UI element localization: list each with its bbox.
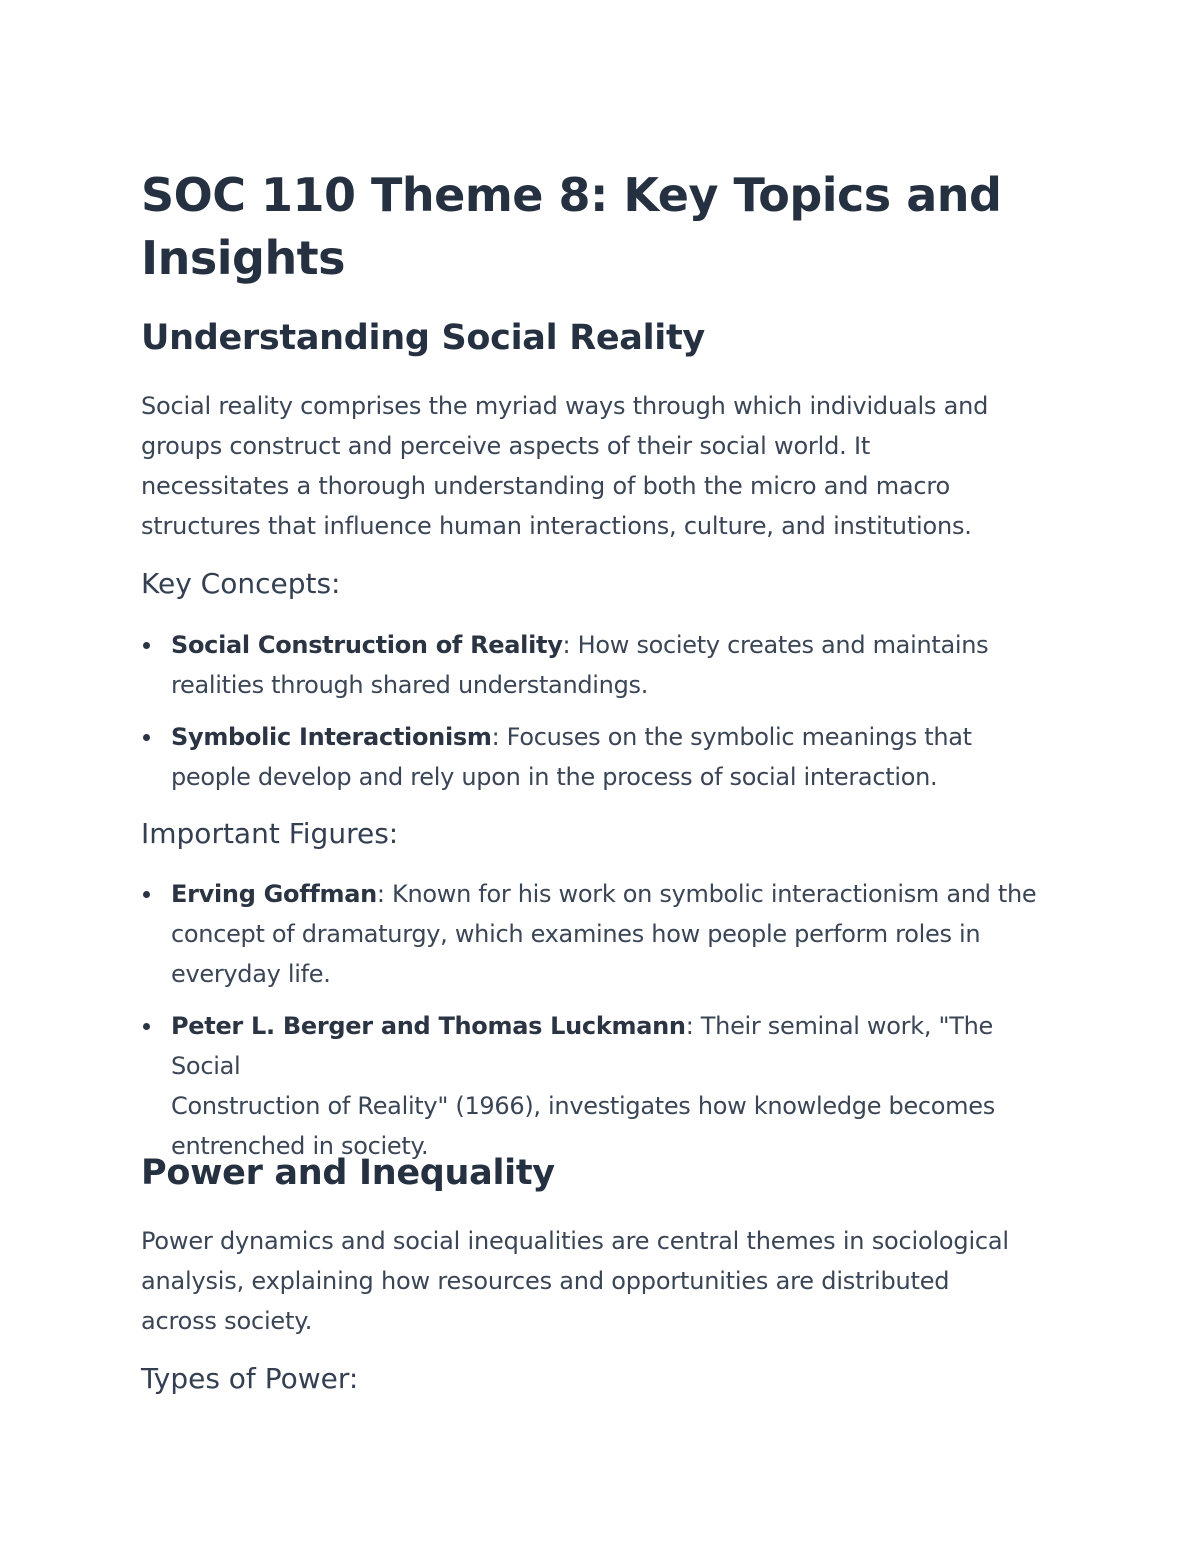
figure-description-line: concept of dramaturgy, which examines how people perform roles in <box>171 920 981 948</box>
subheading-important-figures: Important Figures: <box>141 817 399 850</box>
concept-description-line: : How society creates and maintains <box>562 631 989 659</box>
concept-description-line: : Focuses on the symbolic meanings that <box>491 723 972 751</box>
key-concepts-list <box>141 625 1061 809</box>
bullet-icon <box>143 1023 150 1030</box>
social-reality-paragraph <box>141 386 1041 546</box>
important-figures-list <box>141 874 1061 1178</box>
paragraph-line: groups construct and perceive aspects of their social world. It <box>141 432 871 460</box>
figure-description-line: : Their seminal work, "The Social <box>171 1012 993 1080</box>
document-title <box>141 164 1041 290</box>
figure-description-line: everyday life. <box>171 960 331 988</box>
figure-description-line: entrenched in society. <box>171 1132 429 1160</box>
section-heading-power-inequality: Power and Inequality <box>141 1153 555 1193</box>
document-title-line-2: Insights <box>141 231 346 285</box>
list-item <box>141 717 1061 797</box>
figure-name: Erving Goffman <box>171 880 377 908</box>
figure-name: Peter L. Berger and Thomas Luckmann <box>171 1012 686 1040</box>
paragraph-line: structures that influence human interactions, culture, and institutions. <box>141 512 972 540</box>
paragraph-line: analysis, explaining how resources and opportunities are distributed <box>141 1267 950 1295</box>
concept-term: Symbolic Interactionism <box>171 723 492 751</box>
section-heading-social-reality: Understanding Social Reality <box>141 318 705 358</box>
subheading-types-of-power: Types of Power: <box>141 1362 359 1395</box>
document-title-line-1: SOC 110 Theme 8: Key Topics and <box>141 168 1002 222</box>
concept-term: Social Construction of Reality <box>171 631 563 659</box>
figure-description-line: : Known for his work on symbolic interactionism and the <box>376 880 1037 908</box>
power-inequality-paragraph <box>141 1221 1041 1341</box>
list-item <box>141 874 1061 994</box>
bullet-icon <box>143 734 150 741</box>
bullet-icon <box>143 642 150 649</box>
list-item <box>141 1006 1061 1166</box>
paragraph-line: Social reality comprises the myriad ways through which individuals and <box>141 392 989 420</box>
bullet-icon <box>143 891 150 898</box>
concept-description-line: people develop and rely upon in the process of social interaction. <box>171 763 938 791</box>
paragraph-line: Power dynamics and social inequalities are central themes in sociological <box>141 1227 1009 1255</box>
figure-description-line: Construction of Reality" (1966), investigates how knowledge becomes <box>171 1092 995 1120</box>
paragraph-line: necessitates a thorough understanding of both the micro and macro <box>141 472 951 500</box>
list-item <box>141 625 1061 705</box>
subheading-key-concepts: Key Concepts: <box>141 567 341 600</box>
paragraph-line: across society. <box>141 1307 313 1335</box>
concept-description-line: realities through shared understandings. <box>171 671 649 699</box>
